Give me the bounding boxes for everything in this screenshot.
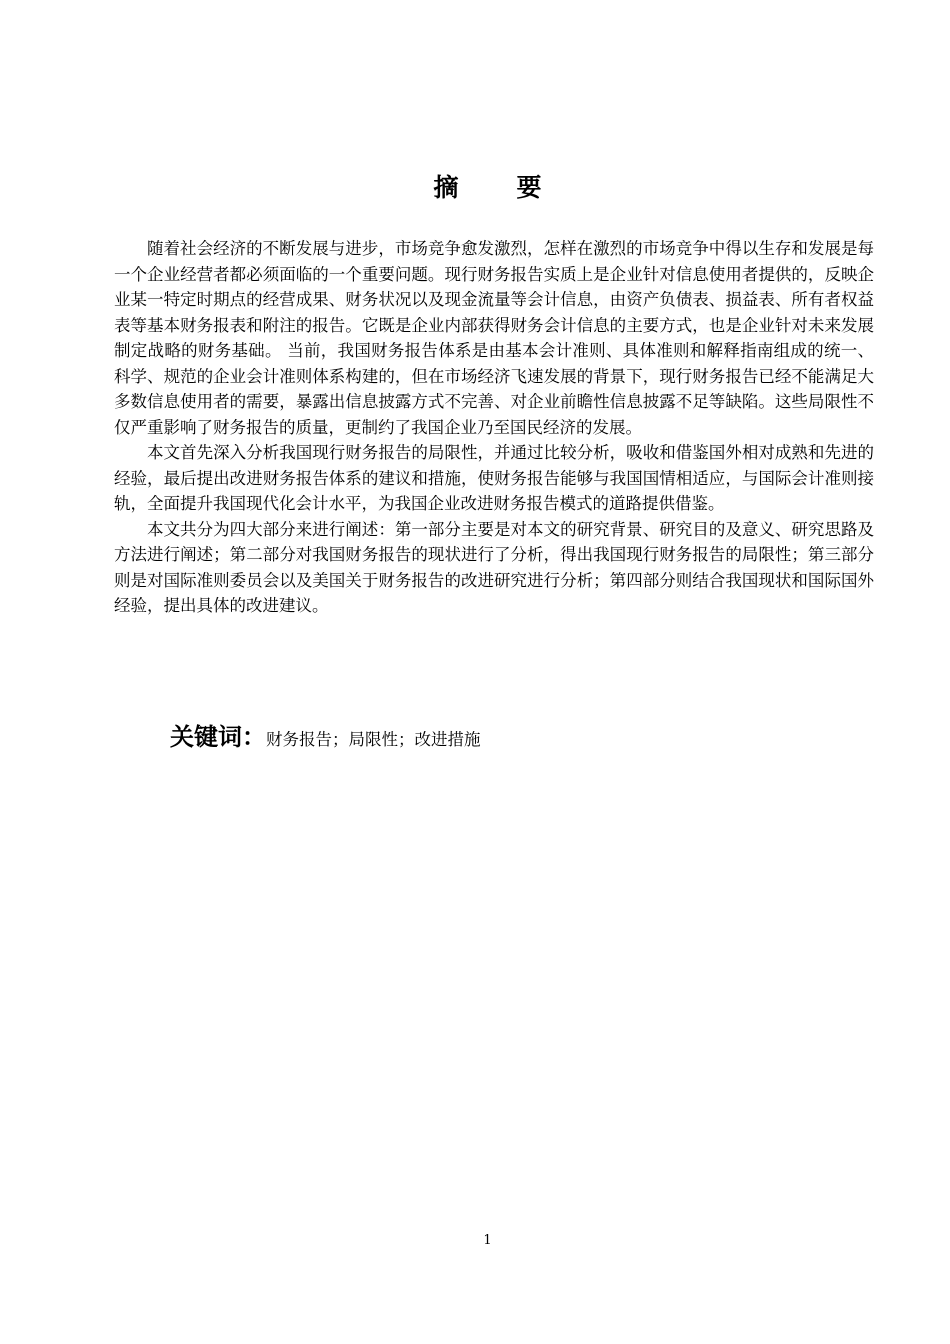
abstract-title-part-2: 要: [516, 173, 542, 202]
abstract-paragraph-3: 本文共分为四大部分来进行阐述：第一部分主要是对本文的研究背景、研究目的及意义、研究思路及方法进行阐述；第二部分对我国财务报告的现状进行了分析，得出我国现行财务报告的局限性；第三部分则是对国际准则委员会以及美国关于财务报告的改进研究进行分析；第四部分则结合我国现状和国际国外经验，提出具体的改进建议。: [114, 519, 874, 615]
abstract-paragraph-2: 本文首先深入分析我国现行财务报告的局限性，并通过比较分析，吸收和借鉴国外相对成熟和先进的经验，最后提出改进财务报告体系的建议和措施，使财务报告能够与我国国情相适应，与国际会计准则接轨，全面提升我国现代化会计水平，为我国企业改进财务报告模式的道路提供借鉴。: [114, 443, 874, 513]
abstract-title-part-1: 摘: [433, 173, 459, 202]
page-number: 1: [483, 1233, 492, 1248]
abstract-body: [114, 236, 874, 619]
abstract-paragraph-1: 随着社会经济的不断发展与进步，市场竞争愈发激烈，怎样在激烈的市场竞争中得以生存和发展是每一个企业经营者都必须面临的一个重要问题。现行财务报告实质上是企业针对信息使用者提供的，反映企业某一特定时期点的经营成果、财务状况以及现金流量等会计信息，由资产负债表、损益表、所有者权益表等基本财务报表和附注的报告。它既是企业内部获得财务会计信息的主要方式，也是企业针对未来发展制定战略的财务基础。 当前，我国财务报告体系是由基本会计准则、具体准则和解释指南组成的统一、科学、规范的企业会计准则体系构建的，但在市场经济飞速发展的背景下，现行财务报告已经不能满足大多数信息使用者的需要，暴露出信息披露方式不完善、对企业前瞻性信息披露不足等缺陷。这些局限性不仅严重影响了财务报告的质量，更制约了我国企业乃至国民经济的发展。: [114, 239, 874, 437]
abstract-title: [0, 170, 950, 206]
keywords-value: 财务报告；局限性；改进措施: [266, 730, 481, 749]
keywords-label: 关键词：: [170, 723, 266, 751]
keywords-line: [170, 720, 481, 757]
